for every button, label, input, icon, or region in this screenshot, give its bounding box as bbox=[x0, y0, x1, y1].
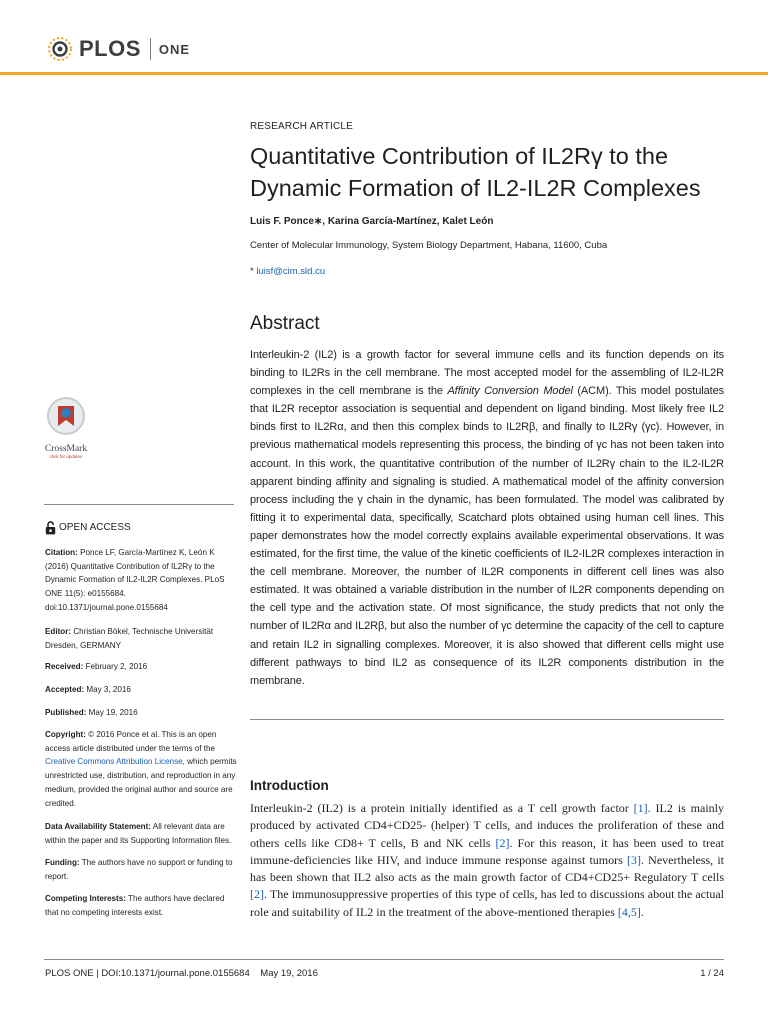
article-type: RESEARCH ARTICLE bbox=[250, 121, 354, 132]
abstract-part-2: (ACM). This model postulates that IL2R receptor association is sequential and dependent on ligand binding. Most likely free IL2 binds first to IL2Rα, and then this complex binds to IL2Rβ, and finally to IL2Rγ (γc). However, in previous mathematical models representing this process, the binding of γc has not been taken into account. In this work, the quantitative contribution of the number of IL2Rγ chain to the IL2-IL2R apparent binding affinity and signaling is studied. A mathematical model of the affinity conversion process including the γ chain in the dynamic, has been formulated. The model was calibrated by fitting it to experimental data, specifically, Scatchard plots obtained using human cell lines. This paper demonstrates how the model correctly explains available experimental observations. It was estimated, for the first time, the value of the kinetic coefficients of IL2-IL2R complexes interaction in the cell membrane. Moreover, the number of IL2R components in different cell lines was also estimated. It was obtained a variable distribution in the number of IL2R components depending on the cell type and the activation state. Of most significance, the study predicts that not only the number of IL2Rα and IL2Rβ, but also the number of γc determine the capacity of the cell to capture and retain IL2 in signalling complexes. Moreover, it is also showed that different cells might use different pathways to bind IL2 as consequence of its IL2R components distribution in the membrane. bbox=[250, 385, 724, 687]
competing-interests-label: Competing Interests: bbox=[45, 894, 126, 903]
accepted-date bbox=[45, 683, 237, 697]
reference-link[interactable]: [3] bbox=[626, 852, 641, 867]
email-link[interactable]: luisf@cim.sld.cu bbox=[256, 266, 326, 277]
citation-label: Citation: bbox=[45, 548, 78, 557]
data-availability-block bbox=[45, 820, 237, 847]
accepted-text: May 3, 2016 bbox=[84, 685, 131, 694]
funding-text: The authors have no support or funding to report. bbox=[45, 858, 233, 881]
email-asterisk: * bbox=[250, 266, 254, 277]
article-title bbox=[250, 140, 724, 204]
introduction-heading: Introduction bbox=[250, 778, 329, 793]
copyright-label: Copyright: bbox=[45, 730, 86, 739]
license-link[interactable]: Creative Commons Attribution License bbox=[45, 757, 183, 767]
reference-link[interactable]: [1] bbox=[633, 801, 648, 815]
author-affiliation: Center of Molecular Immunology, System Biology Department, Habana, 11600, Cuba bbox=[250, 240, 608, 251]
received-date bbox=[45, 660, 237, 674]
open-access-text: OPEN ACCESS bbox=[59, 522, 131, 534]
intro-part-6: . bbox=[640, 904, 644, 919]
sidebar-divider bbox=[44, 504, 234, 505]
editor-text: Christian Bökel, Technische Universität Dresden, GERMANY bbox=[45, 627, 214, 650]
editor-label: Editor: bbox=[45, 627, 72, 636]
abstract-heading: Abstract bbox=[250, 313, 320, 334]
crossmark-badge[interactable] bbox=[40, 396, 92, 459]
competing-interests-block bbox=[45, 892, 237, 919]
plos-one-logo[interactable] bbox=[46, 34, 190, 64]
competing-interests-text: The authors have declared that no competing interests exist. bbox=[45, 894, 225, 917]
logo-separator bbox=[150, 38, 151, 60]
published-text: May 19, 2016 bbox=[86, 708, 138, 717]
intro-part-1: Interleukin-2 (IL2) is a protein initially identified as a T cell growth factor bbox=[250, 801, 634, 815]
copyright-text-2: , which permits unrestricted use, distribution, and reproduction in any medium, provided the original author and source are credited. bbox=[45, 757, 237, 808]
copyright-text-1: © 2016 Ponce et al. This is an open access article distributed under the terms of the bbox=[45, 730, 217, 753]
plos-logo-icon bbox=[46, 35, 74, 63]
intro-part-2: . IL2 is mainly produced by activated CD4+CD25- (helper) T cells, and induces the proliferation of these and others cells like CD8+ T cells, B and NK cells bbox=[250, 801, 724, 850]
abstract-part-1: Interleukin-2 (IL2) is a growth factor for several immune cells and its function depends on its binding to IL2Rs in the cell membrane. The most accepted model for the assembling of IL2-IL2R complexes in the cell membrane is the bbox=[250, 349, 724, 398]
published-label: Published: bbox=[45, 708, 87, 717]
funding-label: Funding: bbox=[45, 858, 80, 867]
crossmark-icon bbox=[46, 396, 86, 438]
intro-part-4: . Nevertheless, it has been shown that IL2 also acts as the main growth factor of CD4+CD25+ Regulatory T cells bbox=[250, 852, 724, 885]
data-availability-label: Data Availability Statement: bbox=[45, 822, 151, 831]
header-rule bbox=[0, 72, 768, 75]
introduction-text bbox=[250, 800, 724, 921]
reference-link[interactable]: [4,5] bbox=[617, 904, 641, 919]
logo-word: PLOS bbox=[79, 36, 141, 61]
intro-part-5: . The immunosuppressive properties of this type of cells, has led to discussions about the actual role and suitability of IL2 in the treatment of the above-mentioned therapies bbox=[250, 887, 724, 919]
footer-divider bbox=[44, 959, 724, 960]
crossmark-sublabel: click for updates bbox=[49, 454, 83, 459]
published-date bbox=[45, 706, 237, 720]
reference-link[interactable]: [2] bbox=[250, 887, 264, 902]
logo-one: ONE bbox=[158, 41, 191, 57]
citation-block bbox=[45, 546, 237, 615]
editor-block bbox=[45, 625, 237, 652]
open-lock-icon bbox=[45, 521, 56, 535]
copyright-block bbox=[45, 728, 237, 810]
abstract-divider bbox=[250, 719, 724, 720]
author-list: Luis F. Ponce∗, Karina García-Martínez, Kalet León bbox=[250, 216, 494, 227]
data-availability-text: All relevant data are within the paper and its Supporting Information files. bbox=[45, 822, 232, 845]
corresponding-email[interactable] bbox=[250, 266, 724, 277]
received-label: Received: bbox=[45, 662, 84, 671]
footer-citation: PLOS ONE | DOI:10.1371/journal.pone.0155684 May 19, 2016 bbox=[45, 968, 318, 979]
abstract-text bbox=[250, 346, 724, 690]
received-text: February 2, 2016 bbox=[83, 662, 148, 671]
citation-text: Ponce LF, García-Martínez K, León K (2016) Quantitative Contribution of IL2Rγ to the Dynamic Formation of IL2-IL2R Complexes. PLoS ONE 11(5): e0155684. doi:10.1371/journal.pone.0155684 bbox=[45, 548, 225, 612]
accepted-label: Accepted: bbox=[45, 685, 85, 694]
open-access-label bbox=[45, 521, 237, 535]
page-number: 1 / 24 bbox=[700, 968, 724, 979]
crossmark-label: CrossMark bbox=[44, 444, 88, 454]
title-line-1: Quantitative Contribution of IL2Rγ to the bbox=[250, 143, 669, 169]
reference-link[interactable]: [2] bbox=[495, 835, 510, 850]
abstract-model-name: Affinity Conversion Model bbox=[447, 385, 573, 398]
title-line-2: Dynamic Formation of IL2-IL2R Complexes bbox=[250, 175, 701, 201]
funding-block bbox=[45, 856, 237, 883]
intro-part-3: . For this reason, it has been used to treat immune-deficiencies like HIV, and induce immune response against tumors bbox=[250, 835, 724, 867]
